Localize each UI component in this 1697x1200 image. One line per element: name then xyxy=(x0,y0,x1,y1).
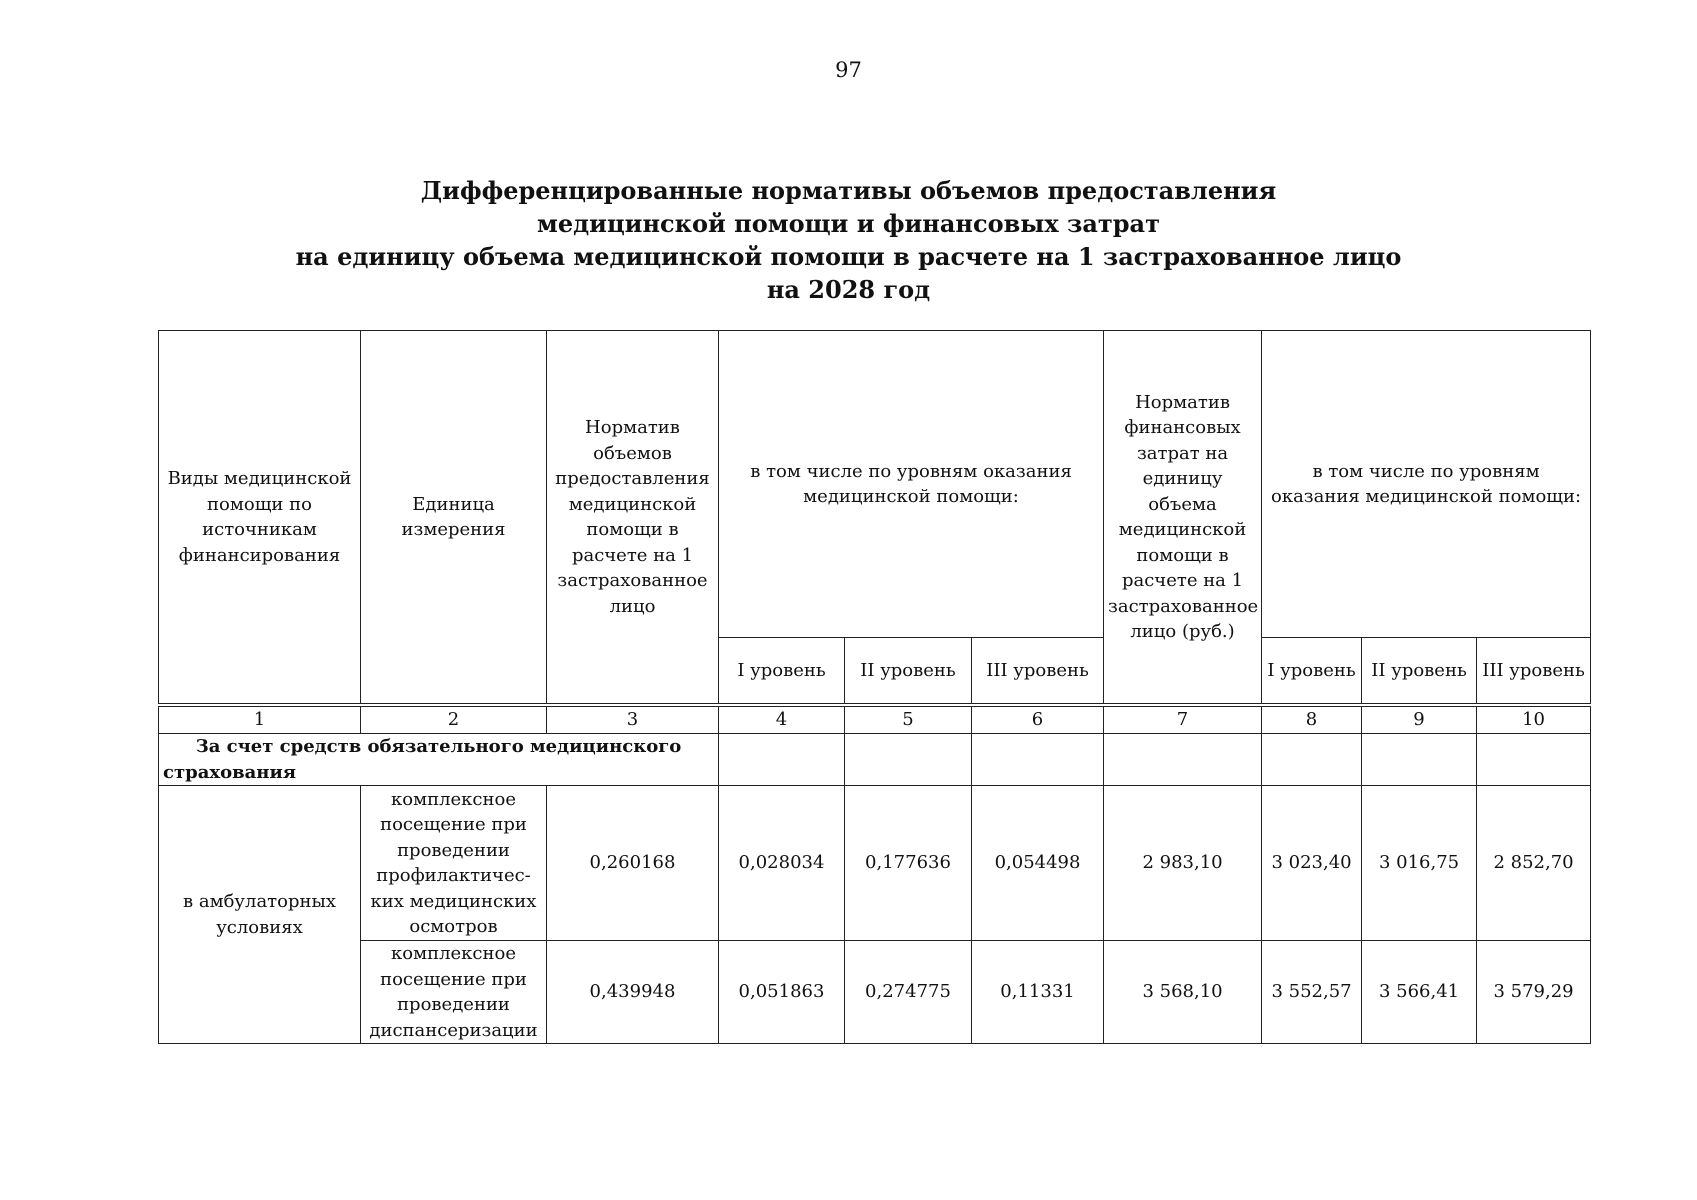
column-number: 3 xyxy=(547,707,719,734)
cost-cell: 3 568,10 xyxy=(1104,941,1262,1044)
header-cost-level-3: III уровень xyxy=(1477,638,1591,704)
volume-level-1-cell: 0,051863 xyxy=(719,941,845,1044)
title-line-2: медицинской помощи и финансовых затрат xyxy=(537,209,1160,238)
column-number: 10 xyxy=(1477,707,1591,734)
cost-level-3-cell: 3 579,29 xyxy=(1477,941,1591,1044)
page-number: 97 xyxy=(835,58,862,82)
volume-level-2-cell: 0,177636 xyxy=(845,786,972,941)
title-line-1: Дифференцированные нормативы объемов предоставления xyxy=(420,176,1277,205)
column-number: 9 xyxy=(1362,707,1477,734)
header-volume-norm: Норматив объемов предоставления медицинской помощи в расчете на 1 застрахованное лицо xyxy=(547,331,719,704)
volume-level-2-cell: 0,274775 xyxy=(845,941,972,1044)
header-cost-level-1: I уровень xyxy=(1262,638,1362,704)
column-number: 8 xyxy=(1262,707,1362,734)
column-number: 4 xyxy=(719,707,845,734)
header-cost-norm: Норматив финансовых затрат на единицу объема медицинской помощи в расчете на 1 застрахованное лицо (руб.) xyxy=(1104,331,1262,704)
volume-level-3-cell: 0,11331 xyxy=(972,941,1104,1044)
header-cost-level-2: II уровень xyxy=(1362,638,1477,704)
column-number: 5 xyxy=(845,707,972,734)
empty-cell xyxy=(1362,734,1477,786)
column-number: 2 xyxy=(361,707,547,734)
table-row xyxy=(159,941,1591,1044)
title-line-3: на единицу объема медицинской помощи в расчете на 1 застрахованное лицо xyxy=(295,242,1402,271)
unit-cell: комплексное посещение при проведении диспансеризации xyxy=(361,941,547,1044)
title-line-4: на 2028 год xyxy=(766,275,931,304)
column-numbers-row xyxy=(159,707,1591,734)
cost-level-1-cell: 3 023,40 xyxy=(1262,786,1362,941)
cost-level-2-cell: 3 566,41 xyxy=(1362,941,1477,1044)
header-vol-level-3: III уровень xyxy=(972,638,1104,704)
header-vol-level-1: I уровень xyxy=(719,638,845,704)
norms-table xyxy=(158,330,1591,1044)
header-kinds: Виды медицинской помощи по источникам финансирования xyxy=(159,331,361,704)
volume-cell: 0,439948 xyxy=(547,941,719,1044)
empty-cell xyxy=(1262,734,1362,786)
cost-level-2-cell: 3 016,75 xyxy=(1362,786,1477,941)
document-title xyxy=(0,174,1697,306)
header-vol-level-2: II уровень xyxy=(845,638,972,704)
section-row xyxy=(159,734,1591,786)
empty-cell xyxy=(845,734,972,786)
column-number: 6 xyxy=(972,707,1104,734)
section-title: За счет средств обязательного медицинского страхования xyxy=(159,734,719,786)
empty-cell xyxy=(972,734,1104,786)
empty-cell xyxy=(1477,734,1591,786)
cost-level-3-cell: 2 852,70 xyxy=(1477,786,1591,941)
header-cost-levels-group: в том числе по уровням оказания медицинской помощи: xyxy=(1262,331,1591,638)
volume-level-3-cell: 0,054498 xyxy=(972,786,1104,941)
empty-cell xyxy=(1104,734,1262,786)
group-label: в амбулаторных условиях xyxy=(159,786,361,1044)
header-unit: Единица измерения xyxy=(361,331,547,704)
volume-level-1-cell: 0,028034 xyxy=(719,786,845,941)
column-number: 1 xyxy=(159,707,361,734)
volume-cell: 0,260168 xyxy=(547,786,719,941)
empty-cell xyxy=(719,734,845,786)
cost-cell: 2 983,10 xyxy=(1104,786,1262,941)
unit-cell: комплексное посещение при проведении профилактичес-ких медицинских осмотров xyxy=(361,786,547,941)
column-number: 7 xyxy=(1104,707,1262,734)
table-row xyxy=(159,786,1591,941)
header-volume-levels-group: в том числе по уровням оказания медицинской помощи: xyxy=(719,331,1104,638)
cost-level-1-cell: 3 552,57 xyxy=(1262,941,1362,1044)
